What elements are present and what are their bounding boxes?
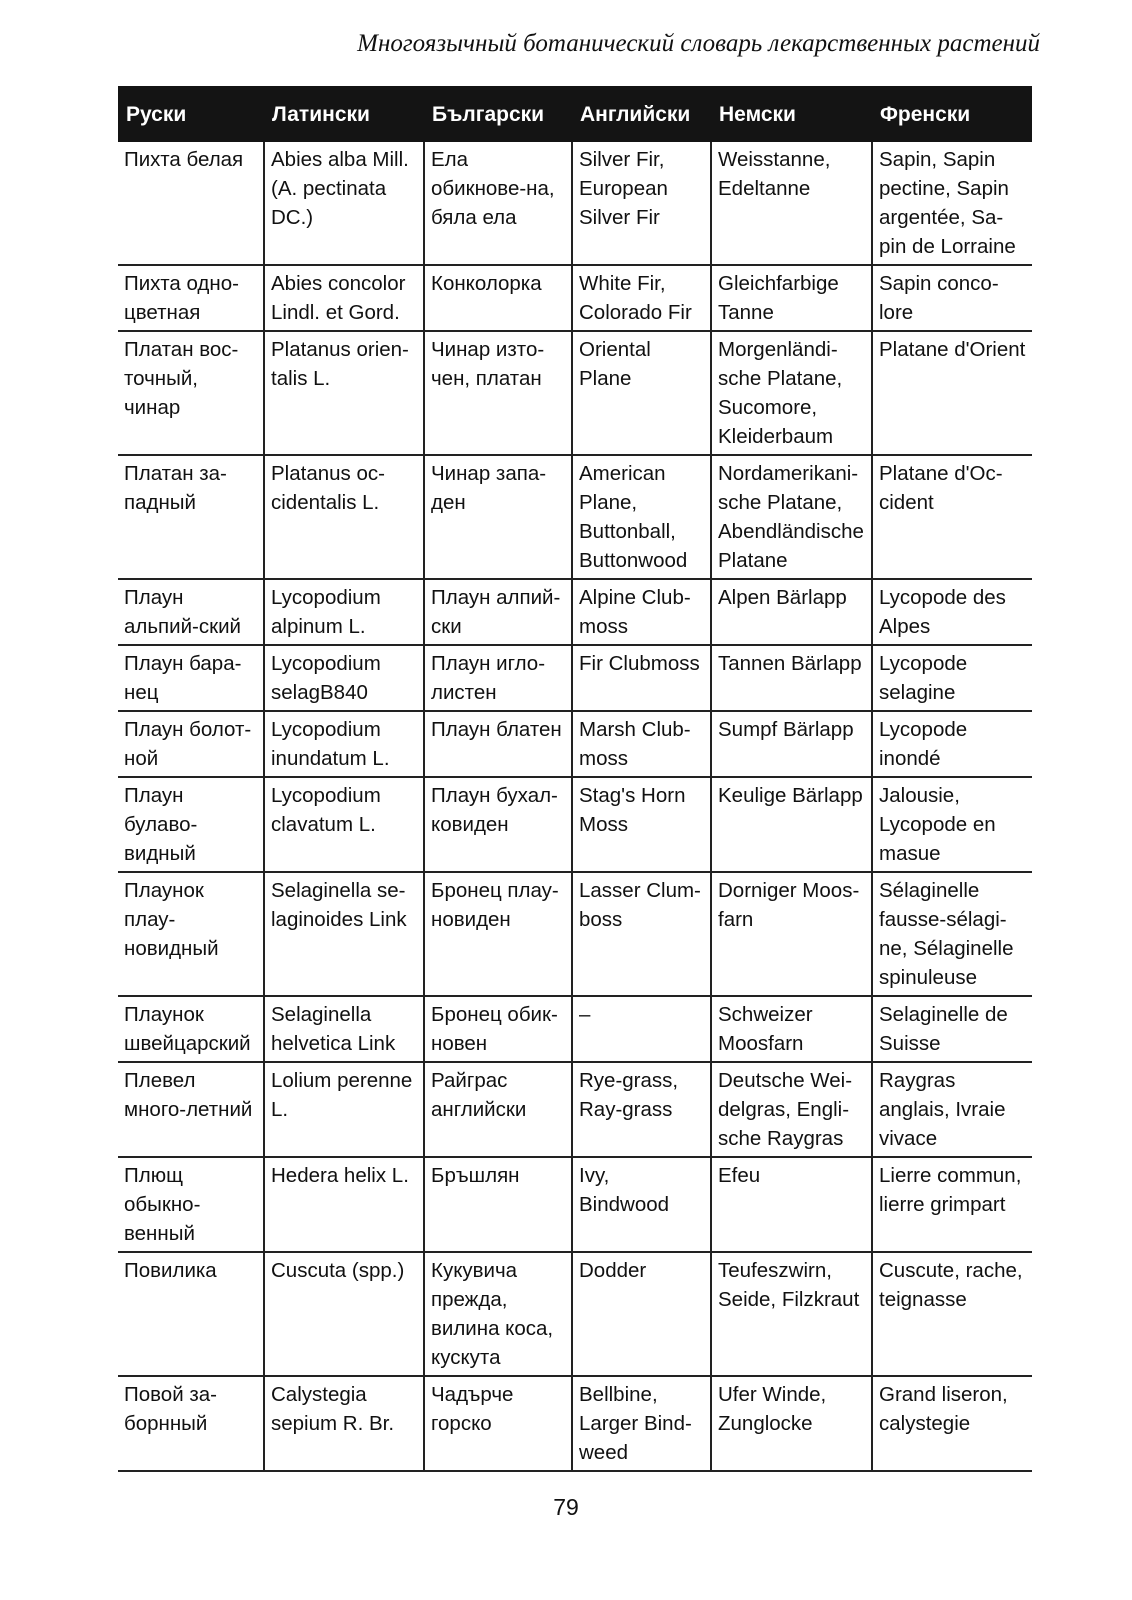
cell-english: Marsh Club-moss [572, 711, 711, 777]
cell-german: Ufer Winde, Zunglocke [711, 1376, 872, 1471]
cell-russian: Пихта одно-цветная [118, 265, 264, 331]
cell-german: Gleichfarbige Tanne [711, 265, 872, 331]
cell-german: Teufeszwirn, Seide, Filzkraut [711, 1252, 872, 1376]
cell-french: Lierre commun, lierre grimpart [872, 1157, 1032, 1252]
cell-french: Raygras anglais, Ivraie vivace [872, 1062, 1032, 1157]
cell-bulgarian: Чинар запа-ден [424, 455, 572, 579]
cell-french: Sélaginelle fausse-sélagi-ne, Sélaginelle spinuleuse [872, 872, 1032, 996]
dictionary-table [118, 86, 1032, 1472]
cell-bulgarian: Плаун блатен [424, 711, 572, 777]
cell-bulgarian: Плаун игло-листен [424, 645, 572, 711]
cell-french: Lycopode selagine [872, 645, 1032, 711]
header-row [118, 86, 1032, 142]
page-number: 79 [553, 1494, 579, 1520]
cell-bulgarian: Ела обикнове-на, бяла ела [424, 142, 572, 265]
cell-german: Schweizer Moosfarn [711, 996, 872, 1062]
cell-german: Alpen Bärlapp [711, 579, 872, 645]
cell-russian: Плевел много-летний [118, 1062, 264, 1157]
cell-russian: Повилика [118, 1252, 264, 1376]
cell-latin: Lycopodium clavatum L. [264, 777, 424, 872]
cell-russian: Платан за-падный [118, 455, 264, 579]
cell-russian: Плющ обыкно-венный [118, 1157, 264, 1252]
cell-latin: Abies alba Mill. (A. pectinata DC.) [264, 142, 424, 265]
table-row [118, 1062, 1032, 1157]
table-row [118, 872, 1032, 996]
cell-english: Fir Clubmoss [572, 645, 711, 711]
cell-english: Bellbine, Larger Bind-weed [572, 1376, 711, 1471]
cell-french: Lycopode des Alpes [872, 579, 1032, 645]
cell-english: Dodder [572, 1252, 711, 1376]
table-header [118, 86, 1032, 142]
column-header-latin: Латински [272, 102, 370, 126]
cell-russian: Повой за-борнный [118, 1376, 264, 1471]
cell-french: Grand liseron, calystegie [872, 1376, 1032, 1471]
cell-german: Keulige Bärlapp [711, 777, 872, 872]
cell-german: Efeu [711, 1157, 872, 1252]
cell-french: Jalousie, Lycopode en masue [872, 777, 1032, 872]
cell-latin: Abies concolor Lindl. et Gord. [264, 265, 424, 331]
table-row [118, 777, 1032, 872]
cell-english: Ivy, Bindwood [572, 1157, 711, 1252]
cell-bulgarian: Чинар изто-чен, платан [424, 331, 572, 455]
cell-latin: Selaginella se-laginoides Link [264, 872, 424, 996]
cell-russian: Плаун бара-нец [118, 645, 264, 711]
table-row [118, 1157, 1032, 1252]
cell-english: Oriental Plane [572, 331, 711, 455]
cell-bulgarian: Конколорка [424, 265, 572, 331]
column-header-english: Английски [580, 102, 691, 126]
cell-bulgarian: Кукувича прежда, вилина коса, кускута [424, 1252, 572, 1376]
cell-russian: Платан вос-точный, чинар [118, 331, 264, 455]
cell-english: Lasser Clum-boss [572, 872, 711, 996]
table-row [118, 1376, 1032, 1471]
table-body [118, 142, 1032, 1471]
running-title: Многоязычный ботанический словарь лекарственных растений [357, 30, 1040, 57]
cell-bulgarian: Чадърче горско [424, 1376, 572, 1471]
cell-german: Nordamerikani-sche Platane, Abendländische Platane [711, 455, 872, 579]
table-row [118, 711, 1032, 777]
table-row [118, 579, 1032, 645]
cell-german: Deutsche Wei-delgras, Engli-sche Raygras [711, 1062, 872, 1157]
cell-french: Cuscute, rache, teignasse [872, 1252, 1032, 1376]
table-row [118, 645, 1032, 711]
cell-russian: Плаунок швейцарский [118, 996, 264, 1062]
cell-french: Platane d'Oc-cident [872, 455, 1032, 579]
cell-bulgarian: Бронец обик-новен [424, 996, 572, 1062]
cell-latin: Lycopodium inundatum L. [264, 711, 424, 777]
cell-russian: Пихта белая [118, 142, 264, 265]
cell-french: Lycopode inondé [872, 711, 1032, 777]
cell-latin: Lolium perenne L. [264, 1062, 424, 1157]
cell-german: Weisstanne, Edeltanne [711, 142, 872, 265]
column-header-bulgarian: Български [432, 102, 545, 126]
cell-german: Tannen Bärlapp [711, 645, 872, 711]
cell-french: Sapin conco-lore [872, 265, 1032, 331]
cell-bulgarian: Бръшлян [424, 1157, 572, 1252]
table-row [118, 1252, 1032, 1376]
cell-english: White Fir, Colorado Fir [572, 265, 711, 331]
cell-latin: Hedera helix L. [264, 1157, 424, 1252]
cell-german: Sumpf Bärlapp [711, 711, 872, 777]
column-header-french: Френски [880, 102, 971, 126]
cell-french: Selaginelle de Suisse [872, 996, 1032, 1062]
cell-english: Silver Fir, European Silver Fir [572, 142, 711, 265]
cell-german: Morgenländi-sche Platane, Sucomore, Kleiderbaum [711, 331, 872, 455]
cell-english: Stag's Horn Moss [572, 777, 711, 872]
table-row [118, 455, 1032, 579]
table-row [118, 996, 1032, 1062]
cell-bulgarian: Бронец плау-новиден [424, 872, 572, 996]
column-header-german: Немски [719, 102, 796, 126]
cell-english: Alpine Club-moss [572, 579, 711, 645]
cell-french: Sapin, Sapin pectine, Sapin argentée, Sa-pin de Lorraine [872, 142, 1032, 265]
cell-russian: Плаун альпий-ский [118, 579, 264, 645]
table-row [118, 265, 1032, 331]
cell-latin: Platanus orien-talis L. [264, 331, 424, 455]
cell-bulgarian: Плаун алпий-ски [424, 579, 572, 645]
cell-bulgarian: Плаун бухал-ковиден [424, 777, 572, 872]
table-row [118, 142, 1032, 265]
cell-latin: Selaginella helvetica Link [264, 996, 424, 1062]
cell-english: American Plane, Buttonball, Buttonwood [572, 455, 711, 579]
cell-russian: Плаун болот-ной [118, 711, 264, 777]
cell-latin: Calystegia sepium R. Br. [264, 1376, 424, 1471]
cell-english: Rye-grass, Ray-grass [572, 1062, 711, 1157]
cell-latin: Platanus oc-cidentalis L. [264, 455, 424, 579]
table-row [118, 331, 1032, 455]
cell-russian: Плаун булаво-видный [118, 777, 264, 872]
cell-english: – [572, 996, 711, 1062]
cell-latin: Lycopodium alpinum L. [264, 579, 424, 645]
cell-latin: Cuscuta (spp.) [264, 1252, 424, 1376]
cell-bulgarian: Райграс английски [424, 1062, 572, 1157]
cell-french: Platane d'Orient [872, 331, 1032, 455]
cell-russian: Плаунок плау-новидный [118, 872, 264, 996]
cell-german: Dorniger Moos-farn [711, 872, 872, 996]
column-header-russian: Руски [126, 102, 187, 126]
cell-latin: Lycopodium selagB840 [264, 645, 424, 711]
